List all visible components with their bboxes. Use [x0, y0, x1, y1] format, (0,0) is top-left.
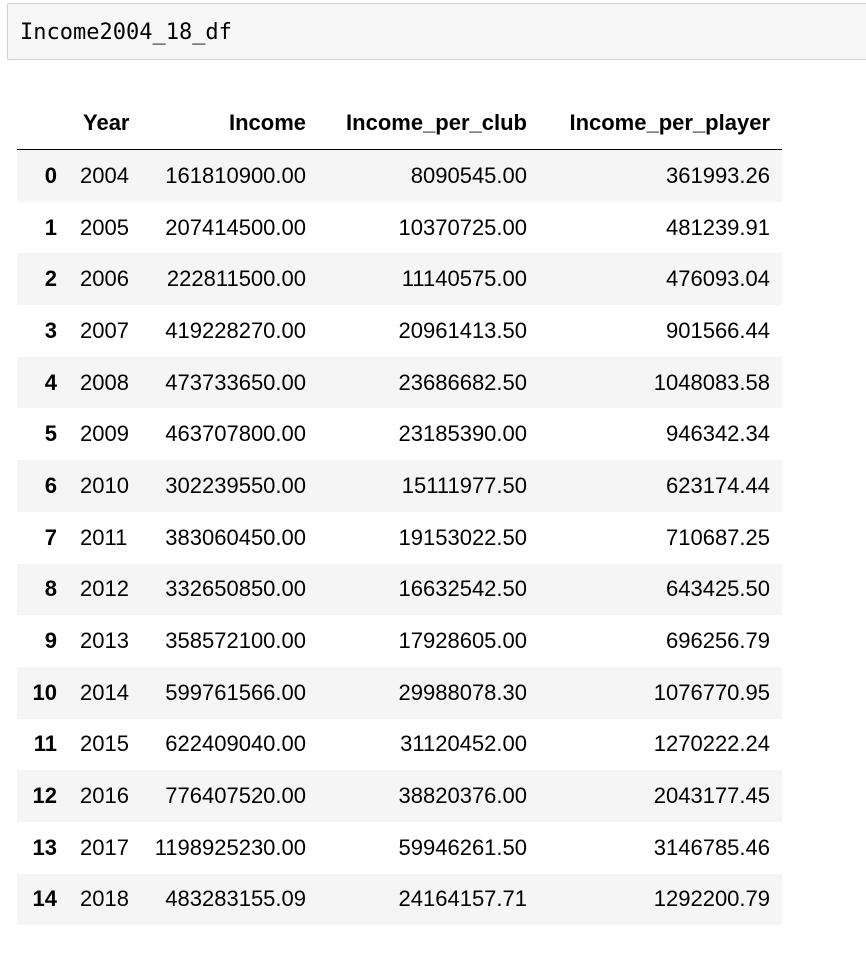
cell-income-per-club: 23686682.50 [398, 369, 527, 395]
row-index: 14 [32, 886, 57, 912]
cell-income-per-player: 623174.44 [666, 472, 770, 498]
cell-year: 2006 [80, 266, 129, 292]
cell-year: 2016 [80, 783, 129, 809]
cell-income: 419228270.00 [165, 317, 306, 343]
cell-income-per-player: 3146785.46 [653, 834, 770, 860]
row-index: 9 [44, 628, 57, 654]
table-row [17, 822, 782, 874]
cell-income-per-player: 946342.34 [666, 421, 770, 447]
cell-income-per-club: 38820376.00 [398, 783, 527, 809]
cell-year: 2010 [80, 472, 129, 498]
cell-income: 222811500.00 [166, 266, 306, 292]
table-row [17, 408, 782, 460]
cell-income: 358572100.00 [165, 628, 306, 654]
cell-income-per-club: 23185390.00 [398, 421, 527, 447]
cell-income-per-club: 16632542.50 [398, 576, 527, 602]
table-row [17, 770, 782, 822]
cell-income-per-club: 11140575.00 [401, 266, 527, 292]
table-row [17, 460, 782, 512]
cell-income-per-player: 1076770.95 [653, 679, 770, 705]
cell-income: 463707800.00 [165, 421, 306, 447]
cell-income-per-player: 643425.50 [666, 576, 770, 602]
table-row [17, 150, 782, 202]
cell-year: 2004 [80, 162, 129, 188]
cell-income-per-player: 901566.44 [666, 317, 770, 343]
cell-year: 2017 [80, 834, 129, 860]
cell-income-per-club: 29988078.30 [398, 679, 527, 705]
cell-income: 383060450.00 [165, 524, 306, 550]
row-index: 3 [44, 317, 57, 343]
row-index: 7 [44, 524, 57, 550]
cell-income: 1198925230.00 [154, 834, 306, 860]
cell-income-per-club: 59946261.50 [398, 834, 527, 860]
cell-year: 2009 [80, 421, 129, 447]
table-row [17, 512, 782, 564]
cell-income: 483283155.09 [165, 886, 306, 912]
row-index: 8 [44, 576, 57, 602]
row-index: 6 [44, 472, 57, 498]
cell-year: 2011 [80, 524, 128, 550]
cell-income-per-player: 361993.26 [666, 162, 770, 188]
cell-income-per-player: 1292200.79 [653, 886, 770, 912]
cell-income-per-player: 476093.04 [666, 266, 770, 292]
cell-income-per-player: 2043177.45 [653, 783, 770, 809]
cell-income: 332650850.00 [165, 576, 306, 602]
table-row [17, 253, 782, 305]
header-index [17, 97, 61, 150]
header-income: Income [147, 97, 306, 150]
cell-income: 302239550.00 [165, 472, 306, 498]
cell-year: 2008 [80, 369, 129, 395]
table-row [17, 874, 782, 926]
cell-year: 2007 [80, 317, 129, 343]
row-index: 4 [44, 369, 57, 395]
table-row [17, 305, 782, 357]
cell-income-per-club: 31120452.00 [400, 731, 527, 757]
table-body [17, 150, 782, 926]
cell-income-per-player: 696256.79 [666, 628, 770, 654]
row-index: 0 [44, 162, 57, 188]
cell-income-per-player: 1048083.58 [653, 369, 770, 395]
cell-income: 161810900.00 [165, 162, 306, 188]
cell-income: 622409040.00 [165, 731, 306, 757]
table-row [17, 357, 782, 409]
cell-income-per-club: 8090545.00 [410, 162, 527, 188]
cell-year: 2015 [80, 731, 129, 757]
header-income-per-player: Income_per_player [527, 97, 782, 150]
header-year: Year [61, 97, 147, 150]
row-index: 10 [32, 679, 57, 705]
row-index: 5 [44, 421, 57, 447]
cell-year: 2018 [80, 886, 129, 912]
cell-income: 776407520.00 [165, 783, 306, 809]
header-row [17, 97, 782, 150]
row-index: 2 [44, 266, 57, 292]
table-header [17, 97, 782, 150]
cell-year: 2012 [80, 576, 129, 602]
cell-year: 2013 [80, 628, 129, 654]
cell-income-per-club: 19153022.50 [398, 524, 527, 550]
cell-income-per-player: 710687.25 [666, 524, 770, 550]
cell-income-per-player: 481239.91 [666, 214, 770, 240]
cell-income-per-club: 10370725.00 [398, 214, 527, 240]
code-text[interactable]: Income2004_18_df [20, 20, 232, 45]
cell-year: 2005 [80, 214, 129, 240]
table-row [17, 564, 782, 616]
code-cell-input[interactable] [7, 3, 866, 60]
row-index: 13 [32, 834, 57, 860]
cell-income-per-club: 20961413.50 [398, 317, 527, 343]
table-row [17, 615, 782, 667]
row-index: 12 [32, 783, 57, 809]
cell-income-per-club: 24164157.71 [398, 886, 527, 912]
cell-income-per-player: 1270222.24 [653, 731, 770, 757]
cell-income: 473733650.00 [165, 369, 306, 395]
cell-year: 2014 [80, 679, 129, 705]
cell-income: 599761566.00 [165, 679, 306, 705]
table-row [17, 667, 782, 719]
table-row [17, 202, 782, 254]
dataframe-table [17, 97, 782, 925]
header-income-per-club: Income_per_club [306, 97, 527, 150]
row-index: 11 [33, 731, 57, 757]
cell-income-per-club: 15111977.50 [401, 472, 527, 498]
table-row [17, 719, 782, 771]
row-index: 1 [44, 214, 57, 240]
cell-income-per-club: 17928605.00 [398, 628, 527, 654]
cell-income: 207414500.00 [165, 214, 306, 240]
